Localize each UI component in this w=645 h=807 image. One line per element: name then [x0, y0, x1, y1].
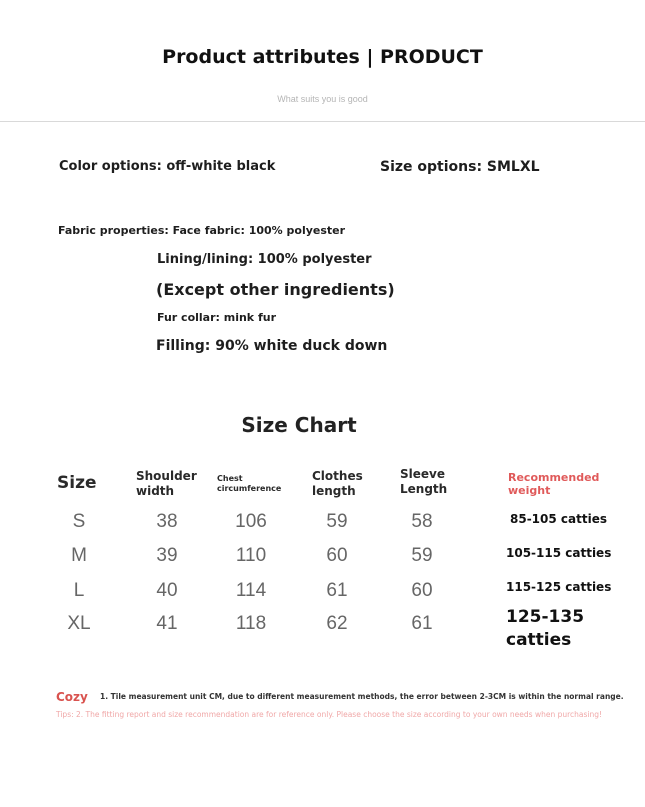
cell-clothes: 59 — [326, 511, 348, 532]
header-recommended-weight: Recommended weight — [508, 471, 600, 497]
cell-chest: 110 — [235, 545, 267, 566]
cell-chest: 118 — [235, 613, 267, 634]
page-title: Product attributes | PRODUCT — [162, 46, 483, 68]
cell-chest: 106 — [235, 511, 267, 532]
cell-sleeve: 58 — [411, 511, 433, 532]
fur-collar: Fur collar: mink fur — [157, 311, 276, 324]
header-size: Size — [57, 473, 97, 493]
header-sleeve-length: Sleeve Length — [400, 467, 448, 496]
cell-shoulder: 41 — [156, 613, 178, 634]
except-note: (Except other ingredients) — [156, 280, 395, 299]
cell-clothes: 60 — [326, 545, 348, 566]
cell-clothes: 61 — [326, 580, 348, 601]
cell-chest: 114 — [235, 580, 267, 601]
brand-label: Cozy — [56, 690, 88, 704]
cell-size: M — [71, 545, 87, 566]
fabric-properties: Fabric properties: Face fabric: 100% polyester — [58, 224, 346, 237]
cell-size: L — [73, 580, 85, 601]
measurement-note: 1. Tile measurement unit CM, due to different measurement methods, the error between 2-3CM is within the normal range. — [100, 692, 624, 701]
cell-shoulder: 38 — [156, 511, 178, 532]
size-options: Size options: SMLXL — [380, 159, 540, 175]
cell-sleeve: 59 — [411, 545, 433, 566]
cell-sleeve: 61 — [411, 613, 433, 634]
cell-shoulder: 40 — [156, 580, 178, 601]
cell-shoulder: 39 — [156, 545, 178, 566]
tips-note: Tips: 2. The fitting report and size recommendation are for reference only. Please choose the size according to your own needs when purchasing! — [56, 710, 603, 719]
lining-info: Lining/lining: 100% polyester — [157, 252, 372, 267]
size-chart-title: Size Chart — [241, 413, 357, 437]
filling-info: Filling: 90% white duck down — [156, 338, 388, 354]
header-clothes-length: Clothes length — [312, 469, 363, 498]
cell-sleeve: 60 — [411, 580, 433, 601]
cell-weight: 125-135 catties — [506, 607, 585, 650]
cell-weight: 85-105 catties — [510, 512, 607, 526]
header-chest: Chest circumference — [217, 474, 282, 493]
cell-size: S — [72, 511, 86, 532]
cell-weight: 105-115 catties — [506, 546, 612, 560]
color-options: Color options: off-white black — [59, 159, 276, 174]
cell-weight: 115-125 catties — [506, 580, 612, 594]
cell-clothes: 62 — [326, 613, 348, 634]
cell-size: XL — [67, 613, 91, 634]
page-subtitle: What suits you is good — [277, 94, 368, 104]
header-divider — [0, 121, 645, 122]
header-shoulder-width: Shoulder width — [136, 469, 197, 498]
